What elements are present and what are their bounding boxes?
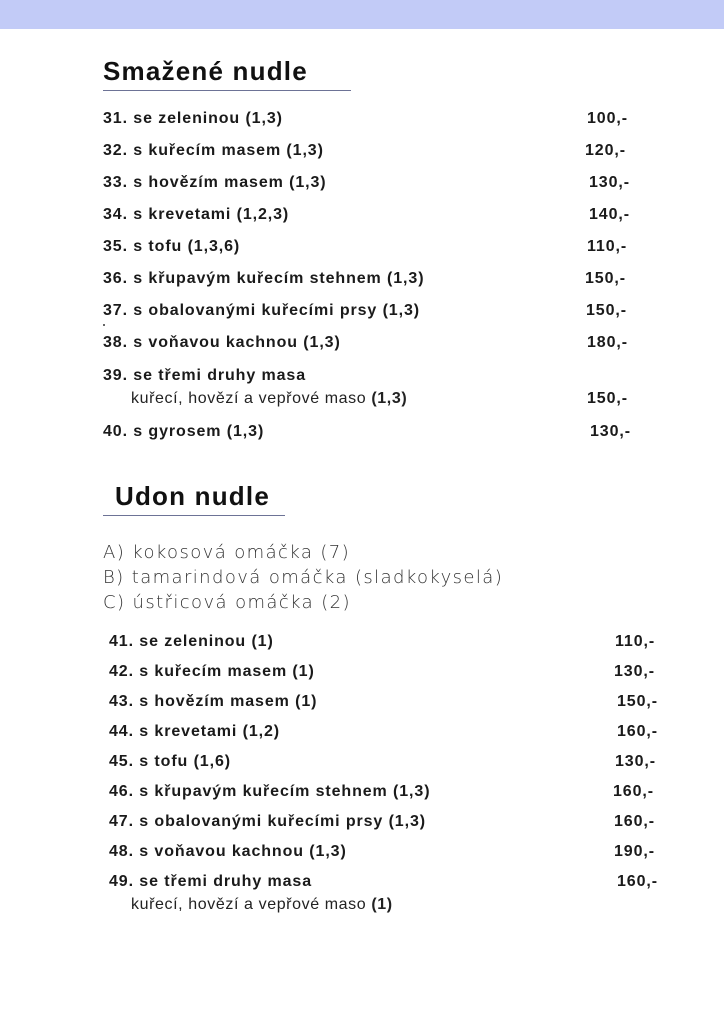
menu-item-47 — [109, 812, 655, 832]
item-name: 49. se třemi druhy masa — [109, 873, 313, 890]
menu-item-36 — [103, 269, 626, 289]
menu-item-43 — [109, 692, 658, 712]
item-price: 120,- — [585, 142, 626, 159]
menu-item-49-detail — [131, 895, 393, 915]
item-name: 45. s tofu (1,6) — [109, 753, 231, 770]
item-name: 41. se zeleninou (1) — [109, 633, 274, 650]
item-name: 42. s kuřecím masem (1) — [109, 663, 315, 680]
item-price: 160,- — [613, 783, 654, 800]
item-name: 46. s křupavým kuřecím stehnem (1,3) — [109, 783, 431, 800]
menu-item-32 — [103, 141, 626, 161]
menu-item-39-detail — [131, 389, 407, 409]
menu-item-40 — [103, 422, 631, 442]
item-name: 33. s hovězím masem (1,3) — [103, 174, 327, 191]
item-name: 35. s tofu (1,3,6) — [103, 238, 241, 255]
item-name: 48. s voňavou kachnou (1,3) — [109, 843, 347, 860]
menu-item-31 — [103, 109, 628, 129]
menu-item-42 — [109, 662, 655, 682]
item-name: 39. se třemi druhy masa — [103, 367, 307, 384]
section-title-smazene-nudle: Smažené nudle — [103, 56, 351, 91]
item-price: 160,- — [614, 813, 655, 830]
item-name: 44. s krevetami (1,2) — [109, 723, 280, 740]
item-price: 110,- — [587, 238, 628, 255]
sauce-option-a: A) kokosová omáčka (7) — [103, 542, 351, 563]
top-color-bar — [0, 0, 724, 29]
item-price: 130,- — [615, 753, 656, 770]
item-price: 130,- — [590, 423, 631, 440]
item-price: 110,- — [615, 633, 656, 650]
item-name: 36. s křupavým kuřecím stehnem (1,3) — [103, 270, 425, 287]
item-name: 34. s krevetami (1,2,3) — [103, 206, 290, 223]
item-price: 160,- — [617, 723, 658, 740]
stray-dot — [103, 324, 105, 326]
item-price: 160,- — [617, 873, 658, 890]
menu-item-37 — [103, 301, 627, 321]
item-price: 130,- — [589, 174, 630, 191]
item-name: 31. se zeleninou (1,3) — [103, 110, 283, 127]
menu-item-48 — [109, 842, 655, 862]
section-title-udon-nudle: Udon nudle — [103, 481, 285, 516]
item-detail: kuřecí, hovězí a vepřové maso — [131, 896, 367, 913]
menu-item-41 — [109, 632, 656, 652]
menu-item-44 — [109, 722, 658, 742]
item-price: 180,- — [587, 334, 628, 351]
item-price: 150,- — [586, 302, 627, 319]
menu-item-33 — [103, 173, 630, 193]
menu-item-38 — [103, 333, 628, 353]
item-price: 190,- — [614, 843, 655, 860]
menu-item-39 — [103, 366, 306, 386]
sauce-option-c: C) ústřicová omáčka (2) — [103, 592, 351, 613]
menu-item-34 — [103, 205, 630, 225]
item-price: 130,- — [614, 663, 655, 680]
sauce-option-b: B) tamarindová omáčka (sladkokyselá) — [103, 567, 504, 588]
item-name: 37. s obalovanými kuřecími prsy (1,3) — [103, 302, 420, 319]
item-name: 47. s obalovanými kuřecími prsy (1,3) — [109, 813, 426, 830]
item-name: 43. s hovězím masem (1) — [109, 693, 318, 710]
item-price: 150,- — [585, 270, 626, 287]
item-detail: kuřecí, hovězí a vepřové maso — [131, 390, 367, 407]
item-detail-allergens: (1,3) — [371, 390, 408, 407]
menu-item-46 — [109, 782, 654, 802]
menu-item-35 — [103, 237, 628, 257]
item-name: 40. s gyrosem (1,3) — [103, 423, 265, 440]
item-name: 32. s kuřecím masem (1,3) — [103, 142, 324, 159]
item-price: 150,- — [617, 693, 658, 710]
item-price: 150,- — [587, 390, 628, 407]
item-detail-allergens: (1) — [371, 896, 393, 913]
menu-item-39-price-row — [587, 389, 628, 409]
menu-item-45 — [109, 752, 656, 772]
item-price: 100,- — [587, 110, 628, 127]
menu-item-49 — [109, 872, 658, 892]
item-price: 140,- — [589, 206, 630, 223]
item-name: 38. s voňavou kachnou (1,3) — [103, 334, 341, 351]
